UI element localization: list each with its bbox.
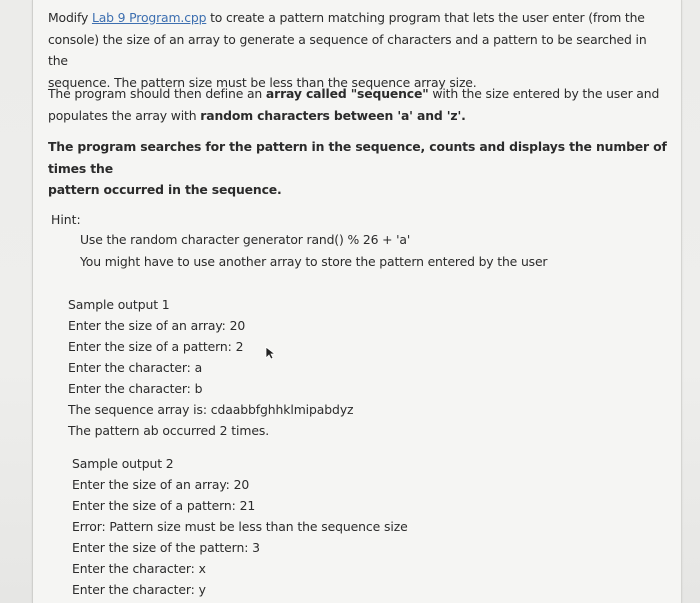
sample-line: The pattern ab occurred 2 times.: [68, 423, 270, 438]
sample-output-1: [68, 294, 353, 441]
instructions-paragraph: [48, 7, 668, 93]
sample-line: Enter the size of an array: 20: [72, 477, 250, 492]
bold-text: array called "sequence": [265, 86, 429, 101]
text: to create a pattern matching program that lets the user enter (from the: [206, 10, 645, 25]
bold-text: random characters between 'a' and 'z'.: [200, 107, 466, 123]
sample-line: Enter the character: a: [68, 360, 203, 375]
array-paragraph: [48, 83, 668, 126]
mouse-cursor-icon: [264, 346, 276, 360]
text: console) the size of an array to generate a sequence of characters and a pattern to be searched in the: [48, 31, 647, 68]
lab-program-link[interactable]: Lab 9 Program.cpp: [91, 10, 207, 25]
search-paragraph: [48, 136, 668, 201]
text: The program should then define an: [48, 86, 266, 101]
sample-output-2: [72, 453, 408, 600]
text: sequence. The pattern size must be less than the sequence array size.: [48, 74, 477, 90]
sample-title: Sample output 2: [72, 456, 174, 471]
text: with the size entered by the user and: [428, 86, 660, 101]
sample-line: Error: Pattern size must be less than the sequence size: [72, 519, 408, 534]
sample-line: Enter the character: y: [72, 582, 206, 597]
text: populates the array with: [48, 107, 201, 123]
hint-line-1: Use the random character generator rand() % 26 + 'a': [80, 232, 411, 247]
hint-title: Hint:: [51, 212, 81, 227]
sample-line: Enter the size of an array: 20: [68, 318, 246, 333]
sample-line: Enter the character: x: [72, 561, 206, 576]
sample-line: Enter the character: b: [68, 381, 203, 396]
hint-line-2: You might have to use another array to store the pattern entered by the user: [80, 254, 548, 269]
text: pattern occurred in the sequence.: [48, 182, 282, 197]
text: The program searches for the pattern in the sequence, counts and displays the number of times the: [48, 139, 667, 176]
text: Modify: [48, 10, 92, 25]
sample-line: The sequence array is: cdaabbfghhklmipabdyz: [68, 402, 354, 417]
sample-line: Enter the size of a pattern: 21: [72, 498, 256, 513]
sample-line: Enter the size of a pattern: 2: [68, 339, 244, 354]
sample-line: Enter the size of the pattern: 3: [72, 540, 260, 555]
sample-title: Sample output 1: [68, 297, 170, 312]
